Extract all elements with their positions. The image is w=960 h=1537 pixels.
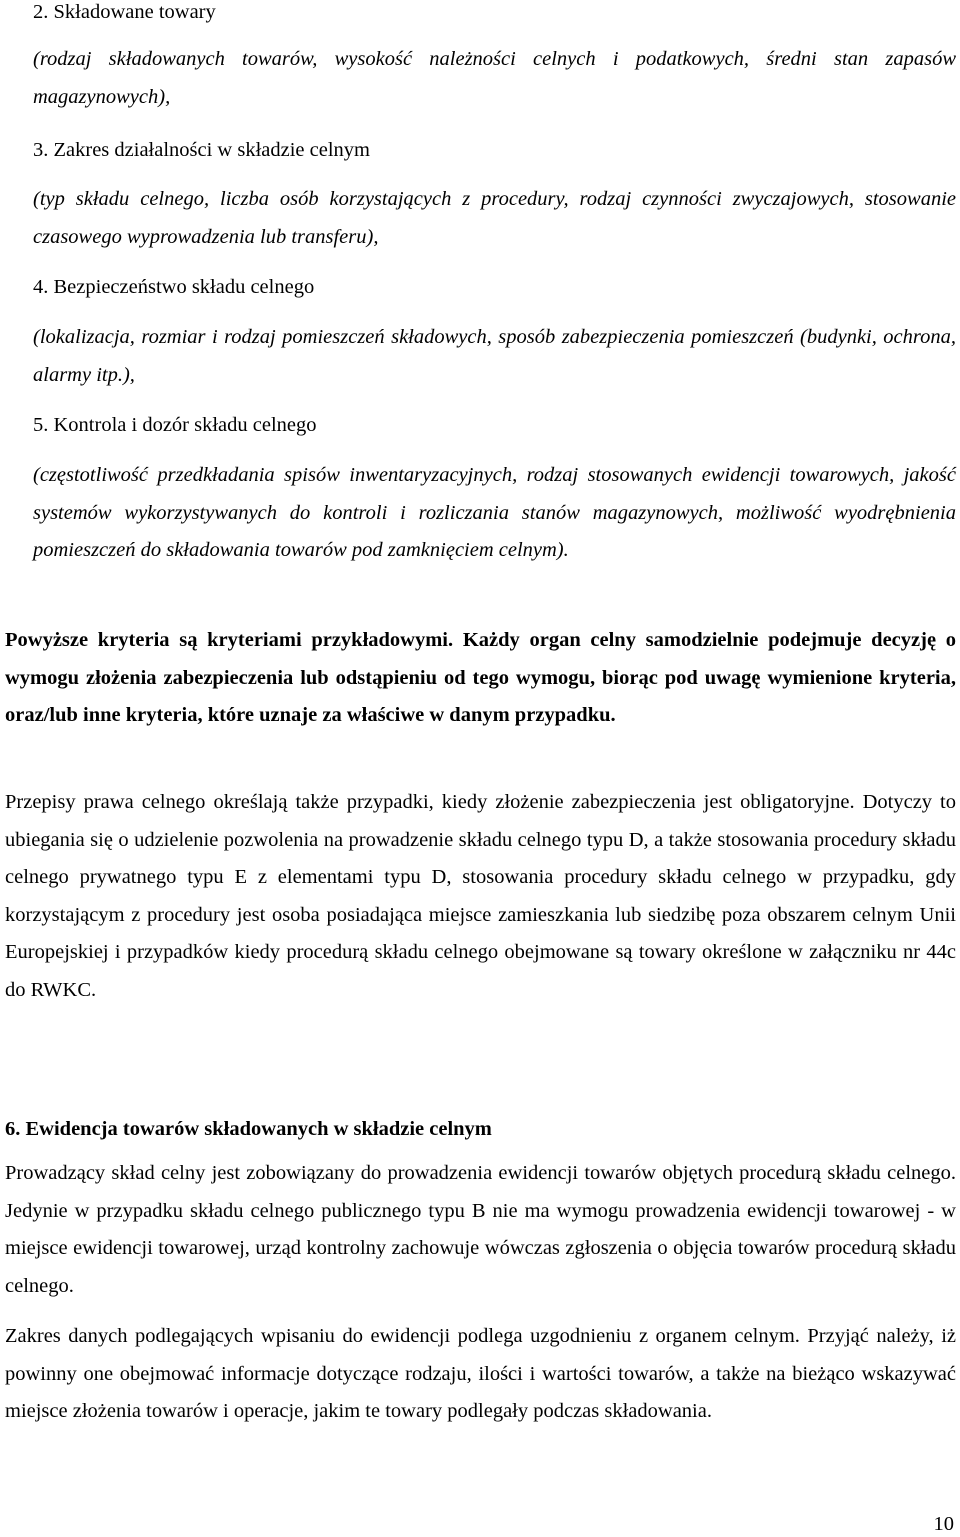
item-2-detail: (rodzaj składowanych towarów, wysokość należności celnych i podatkowych, średni stan zapasów magazynowych), bbox=[33, 48, 956, 108]
item-3-heading: 3. Zakres działalności w składzie celnym bbox=[33, 139, 370, 161]
section-6-paragraph-2: Zakres danych podlegających wpisaniu do ewidencji podlega uzgodnieniu z organem celnym. Przyjąć należy, iż powinny one obejmować informacje dotyczące rodzaju, ilości i wartości towarów, a także na bieżąco wskazywać miejsce złożenia towarów i operacje, jakim te towary podlegały podczas składowania. bbox=[5, 1325, 956, 1422]
item-2-heading: 2. Składowane towary bbox=[33, 1, 216, 23]
item-5-detail: (częstotliwość przedkładania spisów inwentaryzacyjnych, rodzaj stosowanych ewidencji towarowych, jakość systemów wykorzystywanych do kontroli i rozliczania stanów magazynowych, możliwość wyodrębnienia pomieszczeń do składowania towarów pod zamknięciem celnym). bbox=[33, 464, 956, 561]
item-3-detail: (typ składu celnego, liczba osób korzystających z procedury, rodzaj czynności zwyczajowych, stosowanie czasowego wyprowadzenia lub transferu), bbox=[33, 188, 956, 248]
regulations-paragraph: Przepisy prawa celnego określają także przypadki, kiedy złożenie zabezpieczenia jest obligatoryjne. Dotyczy to ubiegania się o udzielenie pozwolenia na prowadzenie składu celnego typu D, a także stosowania procedury składu celnego prywatnego typu E z elementami typu D, stosowania procedury składu celnego w przypadku, gdy korzystającym z procedury jest osoba posiadająca miejsce zamieszkania lub siedzibę poza obszarem celnym Unii Europejskiej i przypadków kiedy procedurą składu celnego obejmowane są towary określone w załączniku nr 44c do RWKC. bbox=[5, 791, 956, 1001]
bold-paragraph: Powyższe kryteria są kryteriami przykładowymi. Każdy organ celny samodzielnie podejmuje decyzję o wymogu złożenia zabezpieczenia lub odstąpieniu od tego wymogu, biorąc pod uwagę wymienione kryteria, oraz/lub inne kryteria, które uznaje za właściwe w danym przypadku. bbox=[5, 629, 956, 726]
section-6-heading: 6. Ewidencja towarów składowanych w składzie celnym bbox=[5, 1118, 492, 1140]
item-4-heading: 4. Bezpieczeństwo składu celnego bbox=[33, 276, 315, 298]
item-4-detail: (lokalizacja, rozmiar i rodzaj pomieszczeń składowych, sposób zabezpieczenia pomieszczeń (budynki, ochrona, alarmy itp.), bbox=[33, 326, 956, 386]
section-6-paragraph-1: Prowadzący skład celny jest zobowiązany do prowadzenia ewidencji towarów objętych procedurą składu celnego. Jedynie w przypadku składu celnego publicznego typu B nie ma wymogu prowadzenia ewidencji towarowej - w miejsce ewidencji towarowej, urząd kontrolny zachowuje wówczas zgłoszenia o objęcia towarów procedurą składu celnego. bbox=[5, 1162, 956, 1297]
item-5-heading: 5. Kontrola i dozór składu celnego bbox=[33, 414, 317, 436]
page-number: 10 bbox=[933, 1513, 954, 1535]
